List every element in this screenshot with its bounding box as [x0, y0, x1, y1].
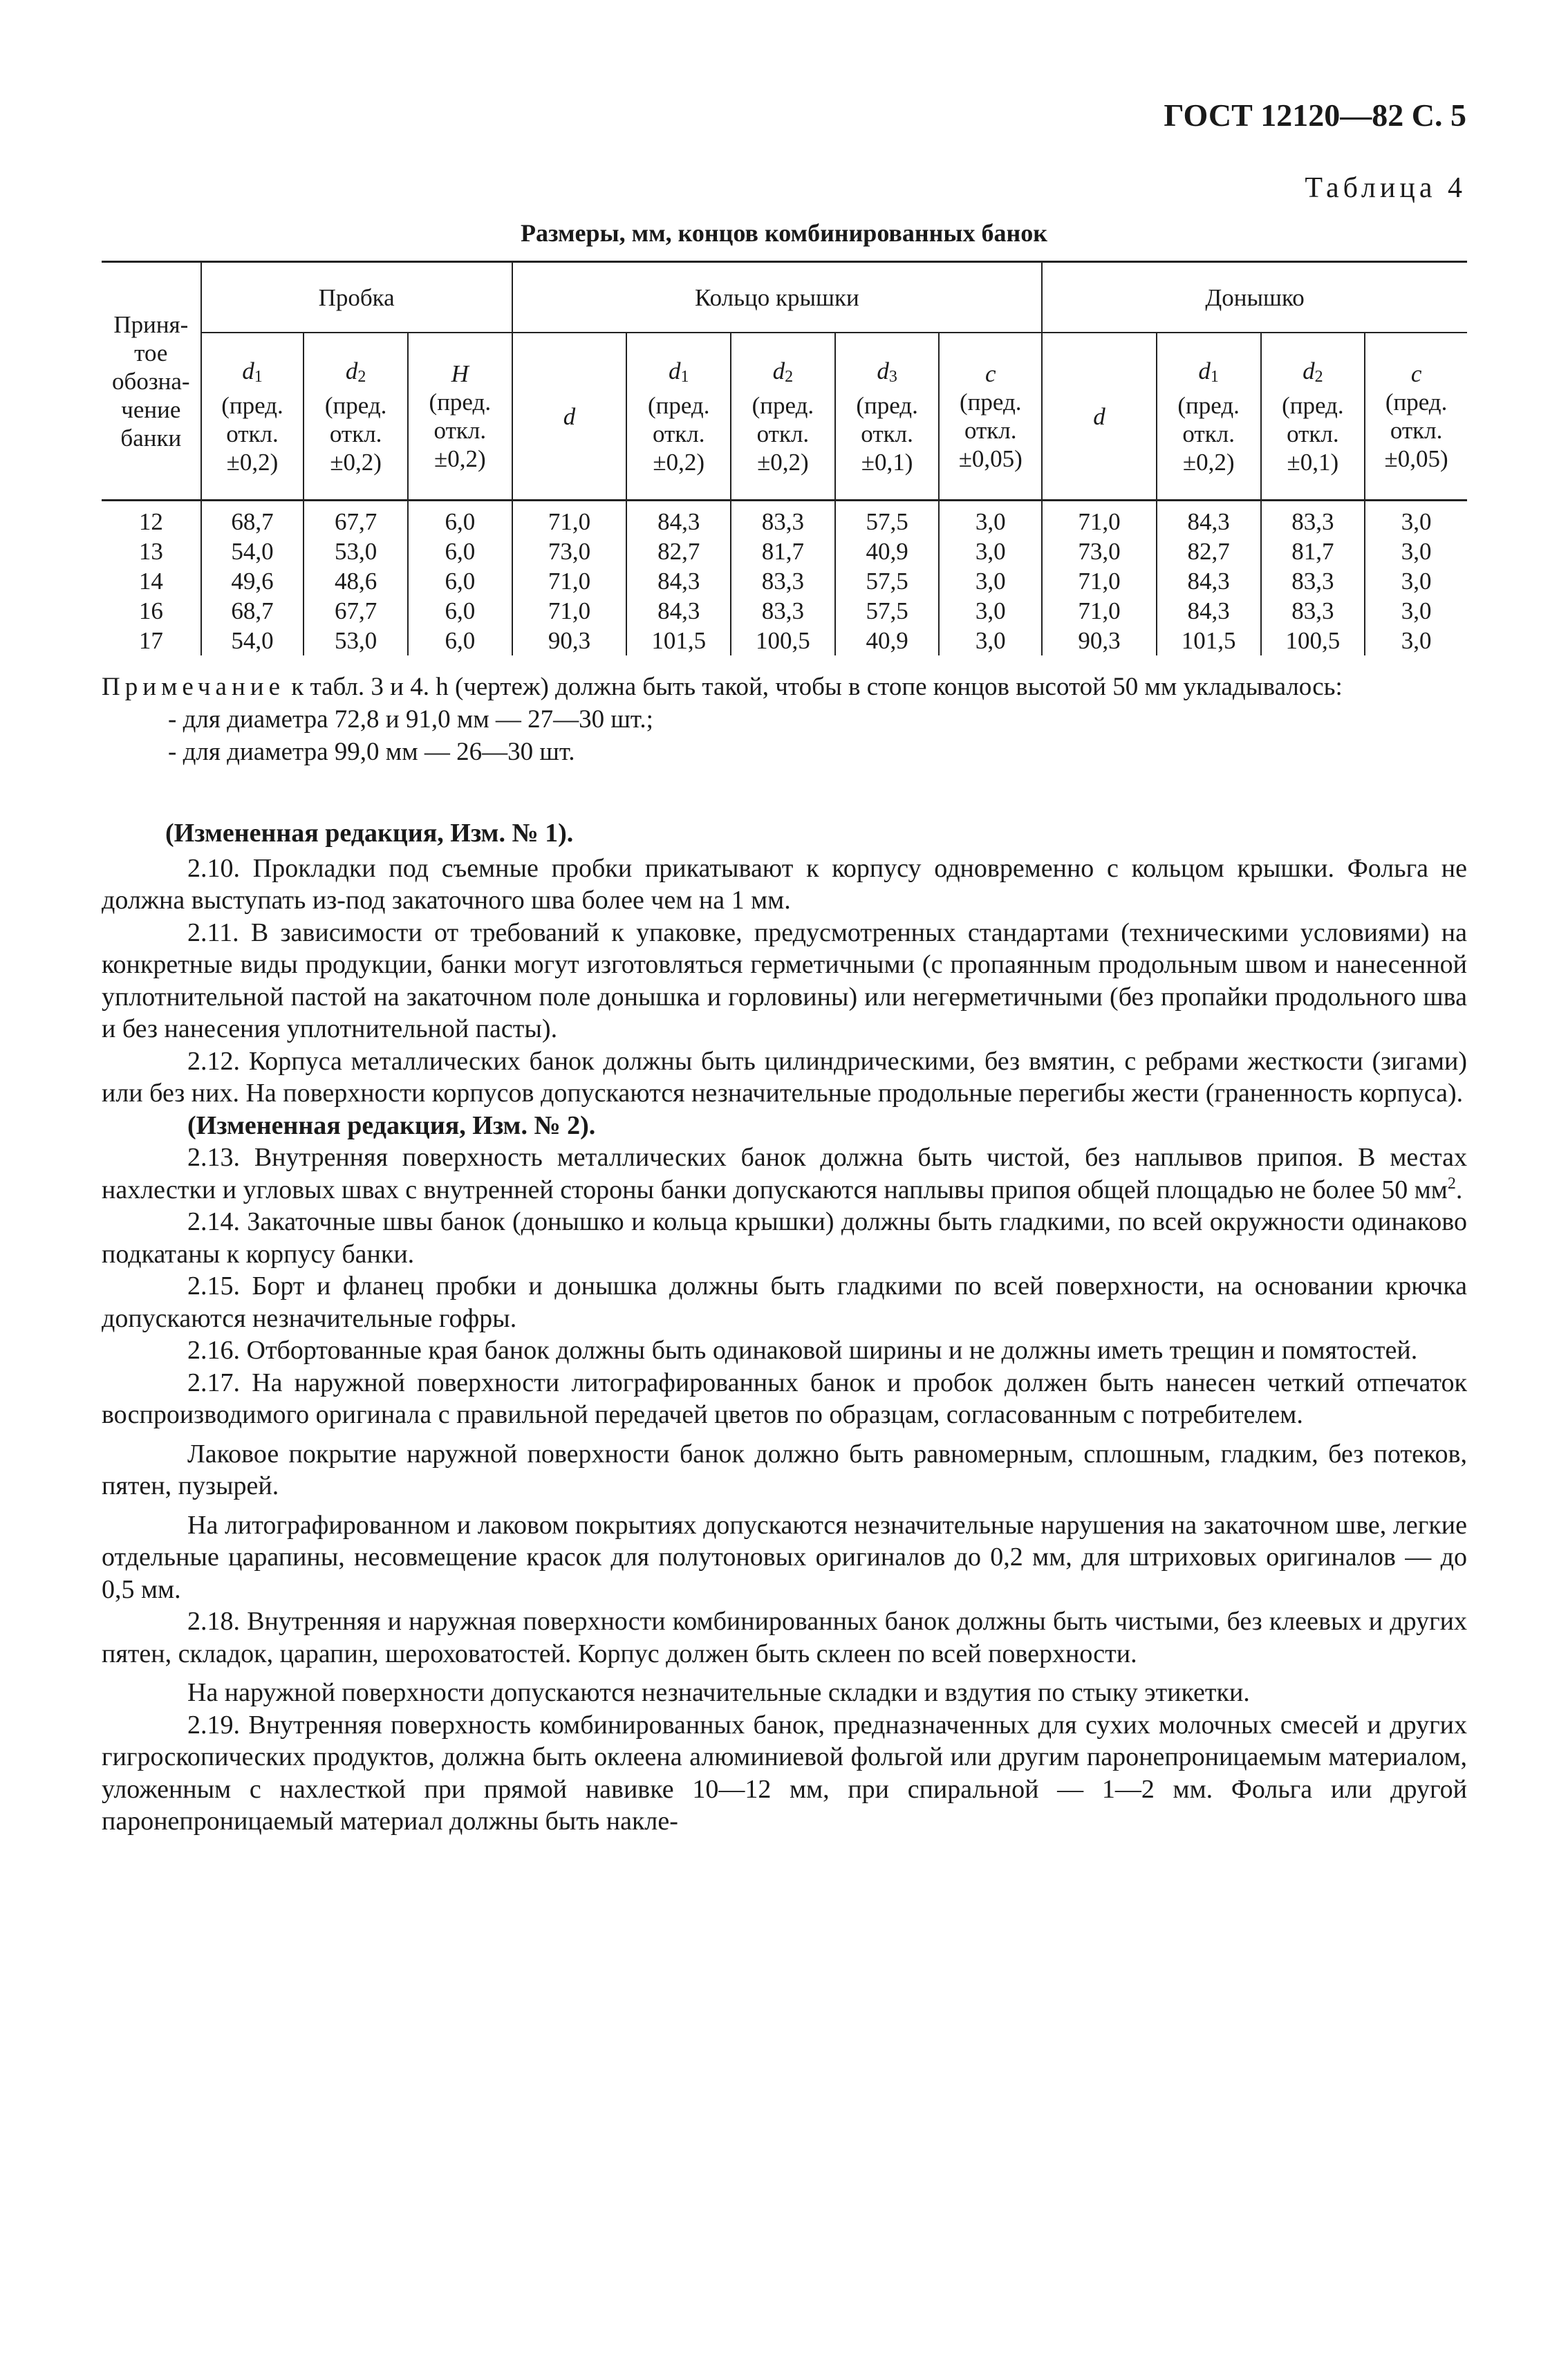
body-paragraph: 2.18. Внутренняя и наружная поверхности комбинированных банок должны быть чистыми, без клеевых и других пятен, складок, царапин, шероховатостей. Корпус должен быть склеен по всей поверхности.	[102, 1607, 1467, 1668]
table-cell: 6,0	[408, 626, 512, 655]
subheader-cell: d	[1042, 333, 1157, 501]
body-paragraph: 2.17. На наружной поверхности литографированных банок и пробок должен быть нанесен четкий отпечаток воспроизводимого оригинала с правильной передачей цветов по образцам, согласованным с потребителем.	[102, 1368, 1467, 1429]
dimensions-table	[102, 261, 1467, 655]
table-cell: 3,0	[939, 626, 1042, 655]
table-cell: 57,5	[835, 596, 940, 626]
table-cell: 53,0	[304, 537, 408, 566]
subheader-cell: d	[512, 333, 627, 501]
table-row	[102, 537, 1467, 566]
group-header-probka: Пробка	[201, 262, 512, 333]
table-cell: 48,6	[304, 566, 408, 596]
group-header-kolco: Кольцо крышки	[512, 262, 1042, 333]
table-cell: 84,3	[1157, 596, 1261, 626]
table-cell: 3,0	[939, 501, 1042, 537]
table-cell: 57,5	[835, 501, 940, 537]
table-cell: 3,0	[939, 566, 1042, 596]
subheader-cell: d1 (пред. откл. ±0,2)	[626, 333, 731, 501]
note-paragraph	[102, 671, 1467, 703]
table-cell: 57,5	[835, 566, 940, 596]
table-cell: 84,3	[626, 501, 731, 537]
table-cell: 90,3	[512, 626, 627, 655]
table-cell: 83,3	[1261, 566, 1365, 596]
row-designation-cell: 12	[102, 501, 201, 537]
page-header: ГОСТ 12120—82 С. 5	[1164, 97, 1466, 133]
table-cell: 54,0	[201, 626, 304, 655]
subheader-cell: c (пред. откл. ±0,05)	[1365, 333, 1467, 501]
subheader-cell: d3 (пред. откл. ±0,1)	[835, 333, 940, 501]
table-cell: 83,3	[731, 566, 835, 596]
table-cell: 3,0	[939, 596, 1042, 626]
note-label: Примечание	[102, 673, 285, 701]
body-paragraph: 2.13. Внутренняя поверхность металлических банок должна быть чистой, без наплывов припоя. В местах нахлестки и угловых швах с внутренней стороны банки допускаются наплывы припоя общей площадью не более 50 $мм^2$.	[102, 1143, 1467, 1204]
table-cell: 49,6	[201, 566, 304, 596]
body-paragraph: 2.12. Корпуса металлических банок должны быть цилиндрическими, без вмятин, с ребрами жесткости (зигами) или без них. На поверхности корпусов допускаются незначительные продольные перегибы жести (граненность корпуса).	[102, 1046, 1467, 1108]
table-cell: 81,7	[731, 537, 835, 566]
table-cell: 53,0	[304, 626, 408, 655]
table-cell: 54,0	[201, 537, 304, 566]
table-cell: 84,3	[1157, 566, 1261, 596]
table-cell: 67,7	[304, 596, 408, 626]
body-paragraph: На наружной поверхности допускаются незначительные складки и вздутия по стыку этикетки.	[187, 1678, 1250, 1707]
table-cell: 6,0	[408, 596, 512, 626]
table-cell: 3,0	[1365, 626, 1467, 655]
subheader-cell: d2 (пред. откл. ±0,1)	[1261, 333, 1365, 501]
table-cell: 40,9	[835, 626, 940, 655]
body-paragraph: 2.19. Внутренняя поверхность комбинированных банок, предназначенных для сухих молочных смесей и других гигроскопических продуктов, должна быть оклеена алюминиевой фольгой или другим паронепроницаемым материалом, уложенным с нахлесткой при прямой навивке 10—12 мм, при спиральной — 1—2 мм. Фольга или другой паронепроницаемый материал должны быть накле-	[102, 1710, 1467, 1836]
table-cell: 71,0	[1042, 501, 1157, 537]
amendment-note: (Измененная редакция, Изм. № 2).	[187, 1110, 596, 1140]
subheader-cell: d1 (пред. откл. ±0,2)	[201, 333, 304, 501]
table-cell: 73,0	[512, 537, 627, 566]
table-cell: 68,7	[201, 501, 304, 537]
table-row	[102, 566, 1467, 596]
group-header-donyshko: Донышко	[1042, 262, 1467, 333]
table-row	[102, 626, 1467, 655]
body-paragraph: 2.14. Закаточные швы банок (донышко и кольца крышки) должны быть гладкими, по всей окружности одинаково подкатаны к корпусу банки.	[102, 1207, 1467, 1269]
note-text: к табл. 3 и 4. h (чертеж) должна быть такой, чтобы в стопе концов высотой 50 мм укладывалось:	[291, 673, 1343, 701]
table-cell: 71,0	[512, 501, 627, 537]
table-cell: 71,0	[1042, 566, 1157, 596]
subheader-cell: d2 (пред. откл. ±0,2)	[731, 333, 835, 501]
body-paragraph: 2.11. В зависимости от требований к упаковке, предусмотренных стандартами (техническими условиями) на конкретные виды продукции, банки могут изготовляться герметичными (с пропаянным продольным швом и нанесенной уплотнительной пастой на закаточном поле донышка и горловины) или негерметичными (без пропайки продольного шва и без нанесения уплотнительной пасты).	[102, 917, 1467, 1043]
note-item: - для диаметра 72,8 и 91,0 мм — 27—30 шт.;	[168, 705, 653, 734]
body-text	[102, 817, 1467, 1838]
table-cell: 73,0	[1042, 537, 1157, 566]
subheader-cell: d2 (пред. откл. ±0,2)	[304, 333, 408, 501]
table-cell: 6,0	[408, 501, 512, 537]
table-cell: 3,0	[1365, 501, 1467, 537]
table-cell: 3,0	[939, 537, 1042, 566]
table-cell: 101,5	[1157, 626, 1261, 655]
table-cell: 3,0	[1365, 566, 1467, 596]
row-designation-cell: 16	[102, 596, 201, 626]
table-cell: 83,3	[731, 501, 835, 537]
body-paragraph: 2.15. Борт и фланец пробки и донышка должны быть гладкими по всей поверхности, на основании крючка допускаются незначительные гофры.	[102, 1272, 1467, 1333]
table-cell: 82,7	[626, 537, 731, 566]
table-cell: 6,0	[408, 537, 512, 566]
table-caption: Размеры, мм, концов комбинированных банок	[521, 219, 1047, 247]
subheader-cell: c (пред. откл. ±0,05)	[939, 333, 1042, 501]
table-cell: 3,0	[1365, 596, 1467, 626]
table-cell: 71,0	[512, 596, 627, 626]
table-note	[102, 671, 1467, 768]
table-row	[102, 596, 1467, 626]
table-cell: 83,3	[1261, 501, 1365, 537]
row-designation-cell: 14	[102, 566, 201, 596]
table-cell: 68,7	[201, 596, 304, 626]
table-cell: 3,0	[1365, 537, 1467, 566]
table-cell: 40,9	[835, 537, 940, 566]
table-cell: 81,7	[1261, 537, 1365, 566]
note-item: - для диаметра 99,0 мм — 26—30 шт.	[168, 738, 575, 766]
table-cell: 100,5	[731, 626, 835, 655]
body-paragraph: Лаковое покрытие наружной поверхности банок должно быть равномерным, сплошным, гладким, без потеков, пятен, пузырей.	[102, 1439, 1467, 1500]
table-cell: 71,0	[512, 566, 627, 596]
body-paragraph: 2.10. Прокладки под съемные пробки прикатывают к корпусу одновременно с кольцом крышки. Фольга не должна выступать из-под закаточного шва более чем на 1 мм.	[102, 853, 1467, 915]
table-cell: 67,7	[304, 501, 408, 537]
body-paragraph: На литографированном и лаковом покрытиях допускаются незначительные нарушения на закаточном шве, легкие отдельные царапины, несовмещение красок для полутоновых оригиналов до 0,2 мм, для штриховых оригиналов — до 0,5 мм.	[102, 1510, 1467, 1604]
table-cell: 100,5	[1261, 626, 1365, 655]
subheader-cell: d1 (пред. откл. ±0,2)	[1157, 333, 1261, 501]
table-cell: 6,0	[408, 566, 512, 596]
table-cell: 90,3	[1042, 626, 1157, 655]
row-designation-cell: 17	[102, 626, 201, 655]
table-cell: 83,3	[731, 596, 835, 626]
table-cell: 101,5	[626, 626, 731, 655]
table-row	[102, 501, 1467, 537]
table-cell: 84,3	[626, 566, 731, 596]
row-designation-cell: 13	[102, 537, 201, 566]
amendment-note: (Измененная редакция, Изм. № 1).	[165, 819, 574, 848]
table-cell: 71,0	[1042, 596, 1157, 626]
table-cell: 83,3	[1261, 596, 1365, 626]
table-cell: 82,7	[1157, 537, 1261, 566]
table-cell: 84,3	[1157, 501, 1261, 537]
table-number: Таблица 4	[1305, 172, 1466, 204]
body-paragraph: 2.16. Отбортованные края банок должны быть одинаковой ширины и не должны иметь трещин и помятостей.	[187, 1336, 1418, 1365]
subheader-cell: H (пред. откл. ±0,2)	[408, 333, 512, 501]
table-cell: 84,3	[626, 596, 731, 626]
col-designation-header: Приня- тое обозна- чение банки	[102, 262, 201, 501]
